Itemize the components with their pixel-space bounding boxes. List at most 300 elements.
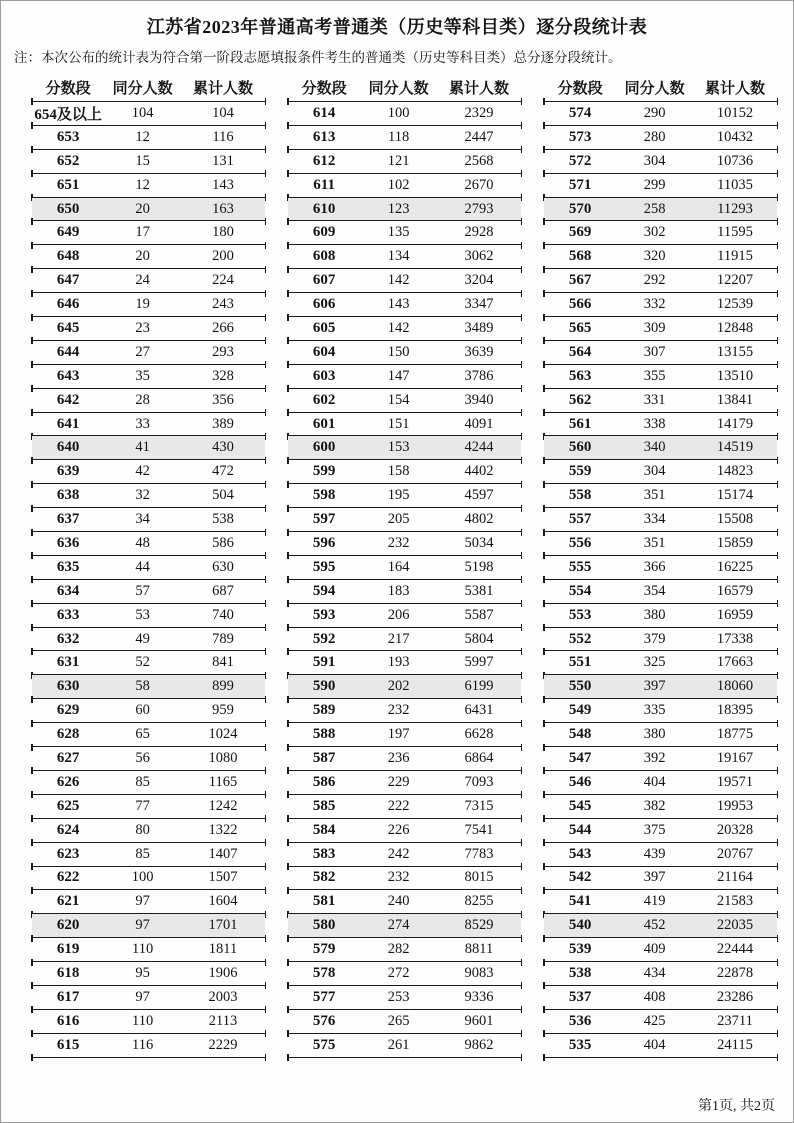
cumulative-count-cell: 1811 — [208, 941, 238, 958]
same-score-count-cell: 419 — [643, 893, 666, 910]
table-row — [544, 556, 777, 580]
table-row — [544, 436, 777, 460]
same-score-count-cell: 48 — [135, 534, 150, 551]
table-rows — [288, 101, 521, 1058]
cumulative-count-cell: 472 — [212, 463, 234, 480]
cumulative-count-cell: 19571 — [716, 773, 754, 790]
score-range-cell: 592 — [312, 630, 336, 647]
cumulative-count-cell: 2568 — [464, 152, 494, 169]
score-range-cell: 604 — [312, 343, 336, 360]
same-score-count-cell: 121 — [387, 152, 410, 169]
same-score-count-cell: 27 — [135, 343, 150, 360]
same-score-count-cell: 12 — [135, 176, 150, 193]
score-range-cell: 639 — [56, 463, 80, 480]
table-header-score: 分数段 — [301, 81, 347, 97]
same-score-count-cell: 240 — [387, 893, 410, 910]
cumulative-count-cell: 6199 — [464, 678, 494, 695]
same-score-count-cell: 35 — [135, 367, 150, 384]
score-range-cell: 558 — [568, 487, 592, 504]
cumulative-count-cell: 243 — [212, 296, 234, 313]
same-score-count-cell: 340 — [643, 439, 666, 456]
score-range-cell: 573 — [568, 128, 592, 145]
table-row — [32, 341, 265, 365]
table-row — [288, 460, 521, 484]
score-range-cell: 554 — [568, 582, 592, 599]
same-score-count-cell: 57 — [135, 582, 150, 599]
table-row — [288, 293, 521, 317]
table-header-cumulative: 累计人数 — [705, 81, 766, 97]
cumulative-count-cell: 7315 — [464, 797, 494, 814]
score-range-cell: 594 — [312, 582, 336, 599]
table-row — [288, 890, 521, 914]
cumulative-count-cell: 12539 — [716, 296, 754, 313]
score-range-cell: 631 — [56, 654, 80, 671]
cumulative-count-cell: 23286 — [716, 988, 754, 1005]
table-row — [288, 699, 521, 723]
cumulative-count-cell: 6864 — [464, 749, 494, 766]
cumulative-count-cell: 20767 — [716, 845, 754, 862]
score-range-cell: 559 — [568, 463, 592, 480]
cumulative-count-cell: 1024 — [208, 726, 238, 743]
same-score-count-cell: 229 — [387, 773, 410, 790]
table-row — [288, 819, 521, 843]
same-score-count-cell: 222 — [387, 797, 410, 814]
same-score-count-cell: 334 — [643, 511, 666, 528]
cumulative-count-cell: 1701 — [208, 917, 238, 934]
score-range-cell: 630 — [56, 678, 80, 695]
table-row — [32, 986, 265, 1010]
table-row — [544, 867, 777, 891]
table-row — [544, 890, 777, 914]
cumulative-count-cell: 7093 — [464, 773, 494, 790]
score-tables-container — [32, 74, 779, 1058]
cumulative-count-cell: 504 — [212, 487, 234, 504]
same-score-count-cell: 292 — [643, 272, 666, 289]
same-score-count-cell: 19 — [135, 296, 150, 313]
table-row — [32, 938, 265, 962]
cumulative-count-cell: 13841 — [716, 391, 754, 408]
cumulative-count-cell: 538 — [212, 511, 234, 528]
cumulative-count-cell: 16959 — [716, 606, 754, 623]
score-range-cell: 612 — [312, 152, 336, 169]
table-row — [288, 436, 521, 460]
score-range-cell: 649 — [56, 224, 80, 241]
same-score-count-cell: 80 — [135, 821, 150, 838]
cumulative-count-cell: 4091 — [464, 415, 494, 432]
same-score-count-cell: 205 — [387, 511, 410, 528]
cumulative-count-cell: 12848 — [716, 319, 754, 336]
cumulative-count-cell: 18775 — [716, 726, 754, 743]
table-row — [544, 604, 777, 628]
table-header-count: 同分人数 — [368, 81, 429, 97]
table-row — [288, 675, 521, 699]
score-range-cell: 597 — [312, 511, 336, 528]
same-score-count-cell: 195 — [387, 487, 410, 504]
score-range-cell: 581 — [312, 893, 336, 910]
table-row — [32, 699, 265, 723]
table-row — [288, 914, 521, 938]
cumulative-count-cell: 9336 — [464, 988, 494, 1005]
table-row — [544, 150, 777, 174]
score-range-cell: 540 — [568, 917, 592, 934]
same-score-count-cell: 100 — [387, 104, 410, 121]
score-range-cell: 541 — [568, 893, 592, 910]
score-range-cell: 575 — [312, 1036, 336, 1053]
table-row — [32, 484, 265, 508]
score-range-cell: 637 — [56, 511, 80, 528]
score-range-cell: 642 — [56, 391, 80, 408]
cumulative-count-cell: 22444 — [716, 941, 754, 958]
same-score-count-cell: 404 — [643, 773, 666, 790]
same-score-count-cell: 116 — [132, 1036, 154, 1053]
table-header — [544, 74, 777, 101]
cumulative-count-cell: 2793 — [464, 200, 494, 217]
table-row — [544, 580, 777, 604]
same-score-count-cell: 282 — [387, 941, 410, 958]
score-range-cell: 582 — [312, 869, 336, 886]
table-header-score: 分数段 — [45, 81, 91, 97]
same-score-count-cell: 320 — [643, 248, 666, 265]
cumulative-count-cell: 959 — [212, 702, 234, 719]
score-range-cell: 542 — [568, 869, 592, 886]
cumulative-count-cell: 10736 — [716, 152, 754, 169]
score-range-cell: 569 — [568, 224, 592, 241]
cumulative-count-cell: 1507 — [208, 869, 238, 886]
cumulative-count-cell: 10432 — [716, 128, 754, 145]
score-range-cell: 547 — [568, 749, 592, 766]
table-row — [288, 532, 521, 556]
score-range-cell: 635 — [56, 558, 80, 575]
score-range-cell: 551 — [568, 654, 592, 671]
same-score-count-cell: 397 — [643, 869, 666, 886]
table-row — [288, 508, 521, 532]
score-range-cell: 598 — [312, 487, 336, 504]
same-score-count-cell: 158 — [387, 463, 410, 480]
same-score-count-cell: 153 — [387, 439, 410, 456]
table-rows — [544, 101, 777, 1058]
score-range-cell: 611 — [313, 176, 335, 193]
score-range-cell: 646 — [56, 296, 80, 313]
cumulative-count-cell: 2329 — [464, 104, 494, 121]
score-range-cell: 617 — [56, 988, 80, 1005]
same-score-count-cell: 20 — [135, 248, 150, 265]
table-rows — [32, 101, 265, 1058]
table-header-count: 同分人数 — [624, 81, 685, 97]
table-row — [288, 795, 521, 819]
table-row — [32, 604, 265, 628]
cumulative-count-cell: 841 — [212, 654, 234, 671]
score-range-cell: 574 — [568, 104, 592, 121]
table-row — [544, 723, 777, 747]
cumulative-count-cell: 1906 — [208, 965, 238, 981]
table-row — [544, 747, 777, 771]
cumulative-count-cell: 3639 — [464, 343, 494, 360]
score-range-cell: 545 — [568, 797, 592, 814]
cumulative-count-cell: 14823 — [716, 463, 754, 480]
score-range-cell: 653 — [56, 128, 80, 145]
same-score-count-cell: 164 — [387, 558, 410, 575]
table-row — [32, 914, 265, 938]
table-row — [288, 747, 521, 771]
same-score-count-cell: 135 — [387, 224, 410, 241]
table-row — [544, 317, 777, 341]
cumulative-count-cell: 180 — [212, 224, 234, 241]
table-row — [544, 245, 777, 269]
score-range-cell: 561 — [568, 415, 592, 432]
score-range-cell: 605 — [312, 319, 336, 336]
cumulative-count-cell: 1407 — [208, 845, 238, 862]
same-score-count-cell: 351 — [643, 487, 666, 504]
table-header-count: 同分人数 — [112, 81, 173, 97]
cumulative-count-cell: 789 — [212, 630, 234, 647]
page-number: 第1页, 共2页 — [698, 1099, 775, 1114]
table-row — [288, 341, 521, 365]
cumulative-count-cell: 7541 — [464, 821, 494, 838]
table-row — [288, 269, 521, 293]
table-header-cumulative: 累计人数 — [449, 81, 510, 97]
table-row — [288, 150, 521, 174]
score-range-cell: 652 — [56, 152, 80, 169]
same-score-count-cell: 397 — [643, 678, 666, 695]
table-header-cumulative: 累计人数 — [193, 81, 254, 97]
table-row — [32, 890, 265, 914]
cumulative-count-cell: 5804 — [464, 630, 494, 647]
same-score-count-cell: 404 — [643, 1036, 666, 1053]
same-score-count-cell: 142 — [387, 272, 410, 289]
same-score-count-cell: 335 — [643, 702, 666, 719]
same-score-count-cell: 380 — [643, 606, 666, 623]
table-row — [288, 484, 521, 508]
score-range-cell: 564 — [568, 343, 592, 360]
same-score-count-cell: 44 — [135, 558, 150, 575]
same-score-count-cell: 261 — [387, 1036, 410, 1053]
score-range-cell: 625 — [56, 797, 80, 814]
same-score-count-cell: 354 — [643, 582, 666, 599]
score-range-cell: 599 — [312, 463, 336, 480]
score-range-cell: 589 — [312, 702, 336, 719]
same-score-count-cell: 332 — [643, 296, 666, 313]
table-row — [288, 174, 521, 198]
score-range-cell: 585 — [312, 797, 336, 814]
score-range-cell: 624 — [56, 821, 80, 838]
same-score-count-cell: 351 — [643, 534, 666, 551]
cumulative-count-cell: 3489 — [464, 319, 494, 336]
same-score-count-cell: 193 — [387, 654, 410, 671]
score-range-cell: 563 — [568, 367, 592, 384]
table-row — [288, 365, 521, 389]
table-row — [32, 245, 265, 269]
table-row — [544, 651, 777, 675]
same-score-count-cell: 302 — [643, 224, 666, 241]
same-score-count-cell: 202 — [387, 678, 410, 695]
cumulative-count-cell: 22035 — [716, 917, 754, 934]
same-score-count-cell: 206 — [387, 606, 410, 623]
same-score-count-cell: 272 — [387, 965, 410, 981]
score-range-cell: 616 — [56, 1012, 80, 1029]
score-range-cell: 629 — [56, 702, 80, 719]
score-range-cell: 560 — [568, 439, 592, 456]
table-row — [544, 102, 777, 126]
score-range-cell: 568 — [568, 248, 592, 265]
score-table-2 — [288, 74, 521, 1058]
same-score-count-cell: 49 — [135, 630, 150, 647]
same-score-count-cell: 290 — [643, 104, 666, 121]
same-score-count-cell: 123 — [387, 200, 410, 217]
cumulative-count-cell: 9083 — [464, 965, 494, 981]
score-range-cell: 546 — [568, 773, 592, 790]
cumulative-count-cell: 1322 — [208, 821, 238, 838]
same-score-count-cell: 15 — [135, 152, 150, 169]
same-score-count-cell: 134 — [387, 248, 410, 265]
score-range-cell: 543 — [568, 845, 592, 862]
table-row — [544, 699, 777, 723]
cumulative-count-cell: 116 — [212, 128, 234, 145]
cumulative-count-cell: 15859 — [716, 534, 754, 551]
score-range-cell: 641 — [56, 415, 80, 432]
table-row — [32, 1010, 265, 1034]
score-range-cell: 643 — [56, 367, 80, 384]
cumulative-count-cell: 2003 — [208, 988, 238, 1005]
same-score-count-cell: 52 — [135, 654, 150, 671]
score-range-cell: 600 — [312, 439, 336, 456]
table-row — [288, 102, 521, 126]
score-range-cell: 588 — [312, 726, 336, 743]
score-range-cell: 549 — [568, 702, 592, 719]
same-score-count-cell: 110 — [132, 1012, 154, 1029]
cumulative-count-cell: 10152 — [716, 104, 754, 121]
same-score-count-cell: 226 — [387, 821, 410, 838]
cumulative-count-cell: 2113 — [208, 1012, 238, 1029]
cumulative-count-cell: 22878 — [716, 965, 754, 981]
table-row — [32, 747, 265, 771]
score-range-cell: 590 — [312, 678, 336, 695]
score-range-cell: 623 — [56, 845, 80, 862]
table-row — [32, 580, 265, 604]
table-row — [32, 150, 265, 174]
table-row — [288, 651, 521, 675]
table-row — [544, 986, 777, 1010]
table-row — [288, 628, 521, 652]
cumulative-count-cell: 13510 — [716, 367, 754, 384]
same-score-count-cell: 307 — [643, 343, 666, 360]
cumulative-count-cell: 2928 — [464, 224, 494, 241]
cumulative-count-cell: 740 — [212, 606, 234, 623]
score-range-cell: 638 — [56, 487, 80, 504]
cumulative-count-cell: 2447 — [464, 128, 494, 145]
cumulative-count-cell: 16579 — [716, 582, 754, 599]
score-range-cell: 606 — [312, 296, 336, 313]
table-row — [544, 532, 777, 556]
cumulative-count-cell: 8811 — [464, 941, 494, 958]
same-score-count-cell: 265 — [387, 1012, 410, 1029]
score-range-cell: 587 — [312, 749, 336, 766]
same-score-count-cell: 100 — [131, 869, 154, 886]
cumulative-count-cell: 19953 — [716, 797, 754, 814]
score-range-cell: 584 — [312, 821, 336, 838]
same-score-count-cell: 147 — [387, 367, 410, 384]
table-row — [544, 221, 777, 245]
score-range-cell: 608 — [312, 248, 336, 265]
cumulative-count-cell: 19167 — [716, 749, 754, 766]
table-row — [544, 962, 777, 986]
score-range-cell: 651 — [56, 176, 80, 193]
same-score-count-cell: 217 — [387, 630, 410, 647]
table-row — [288, 556, 521, 580]
same-score-count-cell: 110 — [132, 941, 154, 958]
table-row — [32, 102, 265, 126]
table-row — [288, 580, 521, 604]
score-table-1 — [32, 74, 265, 1058]
table-row — [32, 771, 265, 795]
cumulative-count-cell: 3786 — [464, 367, 494, 384]
score-range-cell: 555 — [568, 558, 592, 575]
cumulative-count-cell: 11293 — [717, 200, 753, 217]
same-score-count-cell: 331 — [643, 391, 666, 408]
table-header — [288, 74, 521, 101]
same-score-count-cell: 274 — [387, 917, 410, 934]
cumulative-count-cell: 24115 — [717, 1036, 753, 1053]
score-range-cell: 628 — [56, 726, 80, 743]
same-score-count-cell: 151 — [387, 415, 410, 432]
table-header-score: 分数段 — [557, 81, 603, 97]
table-row — [32, 867, 265, 891]
cumulative-count-cell: 1604 — [208, 893, 238, 910]
table-row — [544, 914, 777, 938]
cumulative-count-cell: 899 — [212, 678, 234, 695]
score-range-cell: 613 — [312, 128, 336, 145]
same-score-count-cell: 304 — [643, 152, 666, 169]
score-range-cell: 557 — [568, 511, 592, 528]
score-range-cell: 552 — [568, 630, 592, 647]
cumulative-count-cell: 18395 — [716, 702, 754, 719]
same-score-count-cell: 253 — [387, 988, 410, 1005]
score-range-cell: 593 — [312, 606, 336, 623]
table-row — [288, 962, 521, 986]
table-row — [288, 986, 521, 1010]
same-score-count-cell: 434 — [643, 965, 666, 981]
table-row — [32, 843, 265, 867]
table-row — [288, 604, 521, 628]
same-score-count-cell: 95 — [135, 965, 150, 981]
cumulative-count-cell: 687 — [212, 582, 234, 599]
same-score-count-cell: 34 — [135, 511, 150, 528]
table-row — [32, 198, 265, 222]
same-score-count-cell: 118 — [388, 128, 410, 145]
table-row — [32, 317, 265, 341]
same-score-count-cell: 65 — [135, 726, 150, 743]
cumulative-count-cell: 1165 — [208, 773, 238, 790]
same-score-count-cell: 232 — [387, 869, 410, 886]
score-range-cell: 566 — [568, 296, 592, 313]
table-row — [544, 293, 777, 317]
score-range-cell: 610 — [312, 200, 336, 217]
table-row — [32, 293, 265, 317]
score-range-cell: 627 — [56, 749, 80, 766]
table-row — [288, 245, 521, 269]
same-score-count-cell: 85 — [135, 845, 150, 862]
score-range-cell: 570 — [568, 200, 592, 217]
score-range-cell: 577 — [312, 988, 336, 1005]
cumulative-count-cell: 5997 — [464, 654, 494, 671]
score-range-cell: 601 — [312, 415, 336, 432]
table-row — [32, 436, 265, 460]
table-row — [544, 508, 777, 532]
score-range-cell: 591 — [312, 654, 336, 671]
same-score-count-cell: 42 — [135, 463, 150, 480]
cumulative-count-cell: 8529 — [464, 917, 494, 934]
same-score-count-cell: 183 — [387, 582, 410, 599]
cumulative-count-cell: 8255 — [464, 893, 494, 910]
